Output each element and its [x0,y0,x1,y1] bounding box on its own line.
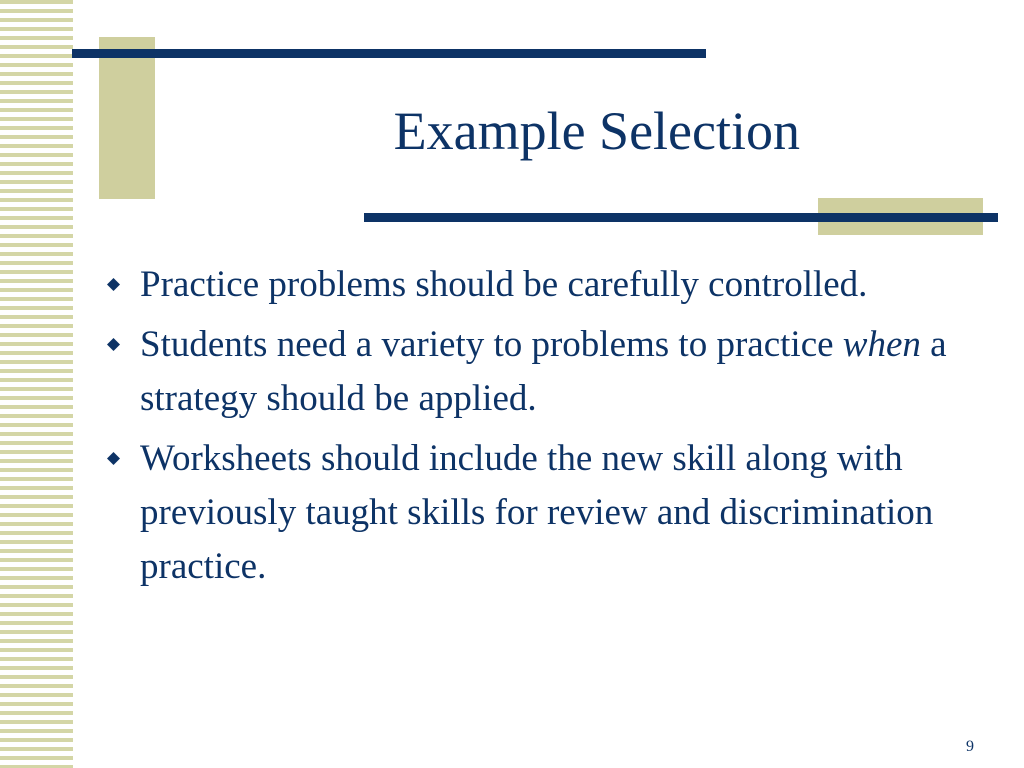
diamond-icon [107,338,120,351]
bullet-text: Practice problems should be carefully controlled. [140,264,868,305]
decorative-stripes [0,0,73,768]
title-rule-top [72,49,706,58]
bullet-item [105,258,985,312]
diamond-icon [107,452,120,465]
bullet-text-emphasis: when [842,324,921,365]
bullet-text-start: Students need a variety to problems to practice [140,324,843,365]
bullet-item [105,432,985,594]
diamond-icon [107,278,120,291]
slide-title: Example Selection [393,101,800,161]
bullet-item [105,318,985,426]
bullet-text: Worksheets should include the new skill along with previously taught skills for review and discrimination practice. [140,438,934,587]
slide-number: 9 [966,738,974,755]
title-rule-bottom [364,213,998,222]
bullet-text-end: a strategy should be applied. [140,324,947,419]
bullet-list [105,258,985,600]
decorative-block-left [99,37,155,199]
